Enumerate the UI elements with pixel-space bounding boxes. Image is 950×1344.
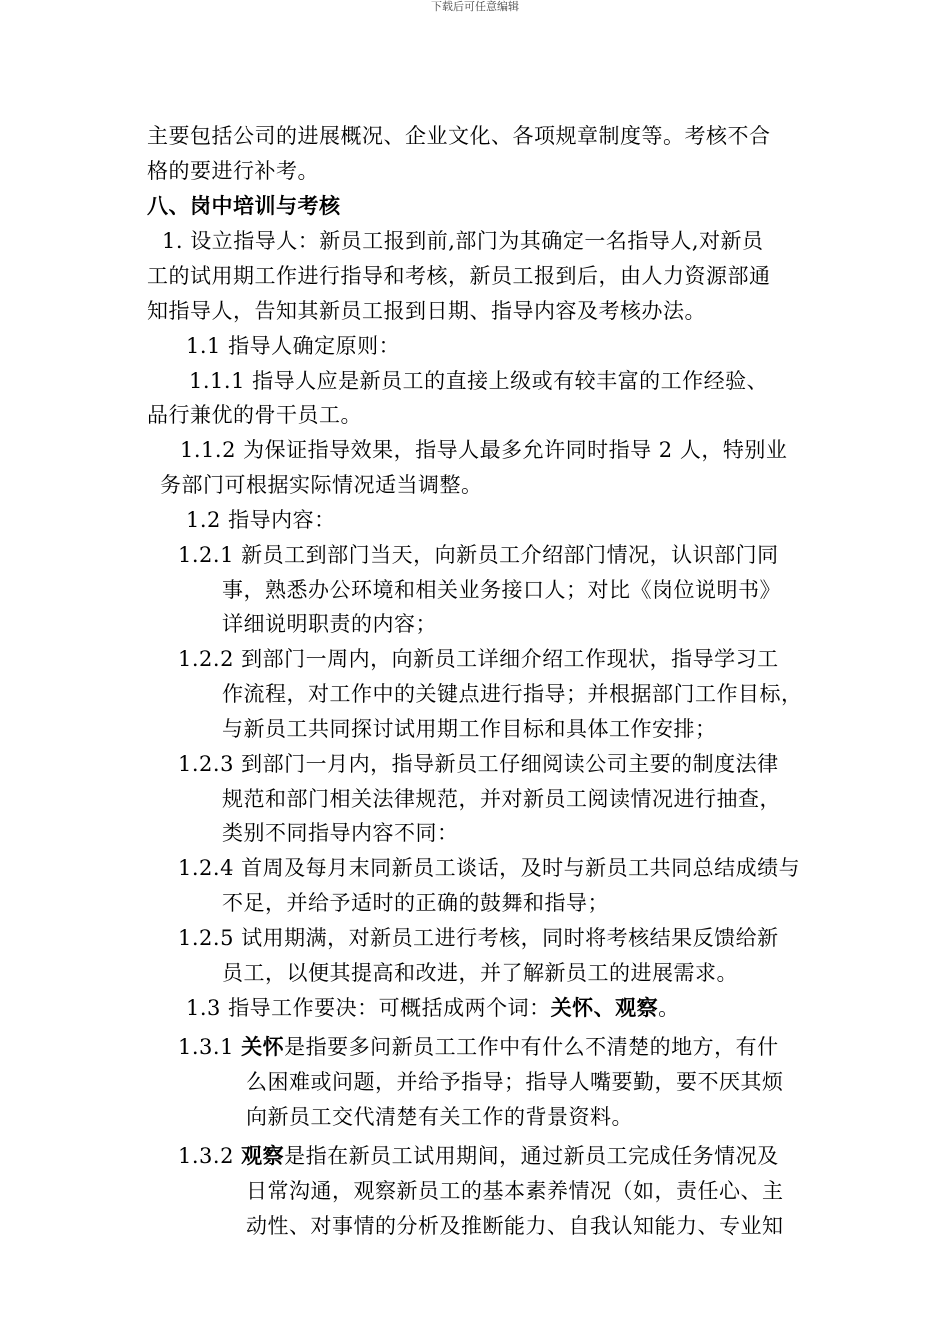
list-item-line: 1.2.1 新员工到部门当天，向新员工介绍部门情况，认识部门同 xyxy=(178,543,779,567)
guidance-keys-prefix: 1.3 指导工作要决：可概括成两个词： xyxy=(186,996,551,1020)
list-item-care xyxy=(178,1032,779,1062)
intro-line: 主要包括公司的进展概况、企业文化、各项规章制度等。考核不合 xyxy=(147,124,771,148)
list-item-line: 事，熟悉办公环境和相关业务接口人；对比《岗位说明书》 xyxy=(222,578,781,602)
list-item-line: 与新员工共同探讨试用期工作目标和具体工作安排； xyxy=(222,717,717,741)
list-item-line: 不足，并给予适时的正确的鼓舞和指导； xyxy=(222,891,609,915)
observe-number: 1.3.2 xyxy=(178,1144,242,1168)
list-item-line: 么困难或问题，并给予指导；指导人嘴要勤，要不厌其烦 xyxy=(246,1070,784,1094)
guidance-keys-suffix: 。 xyxy=(658,996,680,1020)
list-item-line: 详细说明职责的内容； xyxy=(222,612,437,636)
guidance-keys-bold: 关怀、观察 xyxy=(550,995,659,1020)
list-item-line: 1.2.2 到部门一周内，向新员工详细介绍工作现状，指导学习工 xyxy=(178,647,779,671)
paragraph-line: 务部门可根据实际情况适当调整。 xyxy=(160,473,483,497)
list-item-line: 向新员工交代清楚有关工作的背景资料。 xyxy=(246,1105,633,1129)
list-item-line: 1.2.3 到部门一月内，指导新员工仔细阅读公司主要的制度法律 xyxy=(178,752,779,776)
subheading: 1.2 指导内容： xyxy=(186,508,336,532)
list-item-line: 1.2.4 首周及每月末同新员工谈话，及时与新员工共同总结成绩与 xyxy=(178,856,801,880)
list-item-line: 规范和部门相关法律规范，并对新员工阅读情况进行抽查， xyxy=(222,787,781,811)
observe-text: 是指在新员工试用期间，通过新员工完成任务情况及 xyxy=(284,1144,779,1168)
care-text: 是指要多问新员工工作中有什么不清楚的地方，有什 xyxy=(284,1035,779,1059)
care-term: 关怀 xyxy=(241,1034,285,1059)
subheading-guidance-keys xyxy=(186,993,680,1023)
observe-term: 观察 xyxy=(241,1143,285,1168)
paragraph-line: 品行兼优的骨干员工。 xyxy=(147,403,362,427)
list-item-line: 作流程，对工作中的关键点进行指导；并根据部门工作目标， xyxy=(222,682,803,706)
subheading: 1.1 指导人确定原则： xyxy=(186,334,401,358)
list-item-line: 动性、对事情的分析及推断能力、自我认知能力、专业知 xyxy=(246,1214,784,1238)
header-note: 下载后可任意编辑 xyxy=(431,0,519,13)
list-item-line: 类别不同指导内容不同： xyxy=(222,821,459,845)
paragraph-line: 1.1.2 为保证指导效果，指导人最多允许同时指导 2 人，特别业 xyxy=(180,438,788,462)
paragraph-line: 1. 设立指导人：新员工报到前,部门为其确定一名指导人,对新员 xyxy=(162,229,764,253)
intro-line: 格的要进行补考。 xyxy=(147,159,319,183)
care-number: 1.3.1 xyxy=(178,1035,242,1059)
paragraph-line: 知指导人，告知其新员工报到日期、指导内容及考核办法。 xyxy=(147,299,706,323)
list-item-line: 员工，以便其提高和改进，并了解新员工的进展需求。 xyxy=(222,961,738,985)
paragraph-line: 1.1.1 指导人应是新员工的直接上级或有较丰富的工作经验、 xyxy=(189,369,769,393)
section-heading: 八、岗中培训与考核 xyxy=(147,193,341,218)
list-item-line: 1.2.5 试用期满，对新员工进行考核，同时将考核结果反馈给新 xyxy=(178,926,779,950)
paragraph-line: 工的试用期工作进行指导和考核，新员工报到后，由人力资源部通 xyxy=(147,264,771,288)
list-item-observe xyxy=(178,1141,779,1171)
list-item-line: 日常沟通，观察新员工的基本素养情况（如，责任心、主 xyxy=(246,1179,784,1203)
